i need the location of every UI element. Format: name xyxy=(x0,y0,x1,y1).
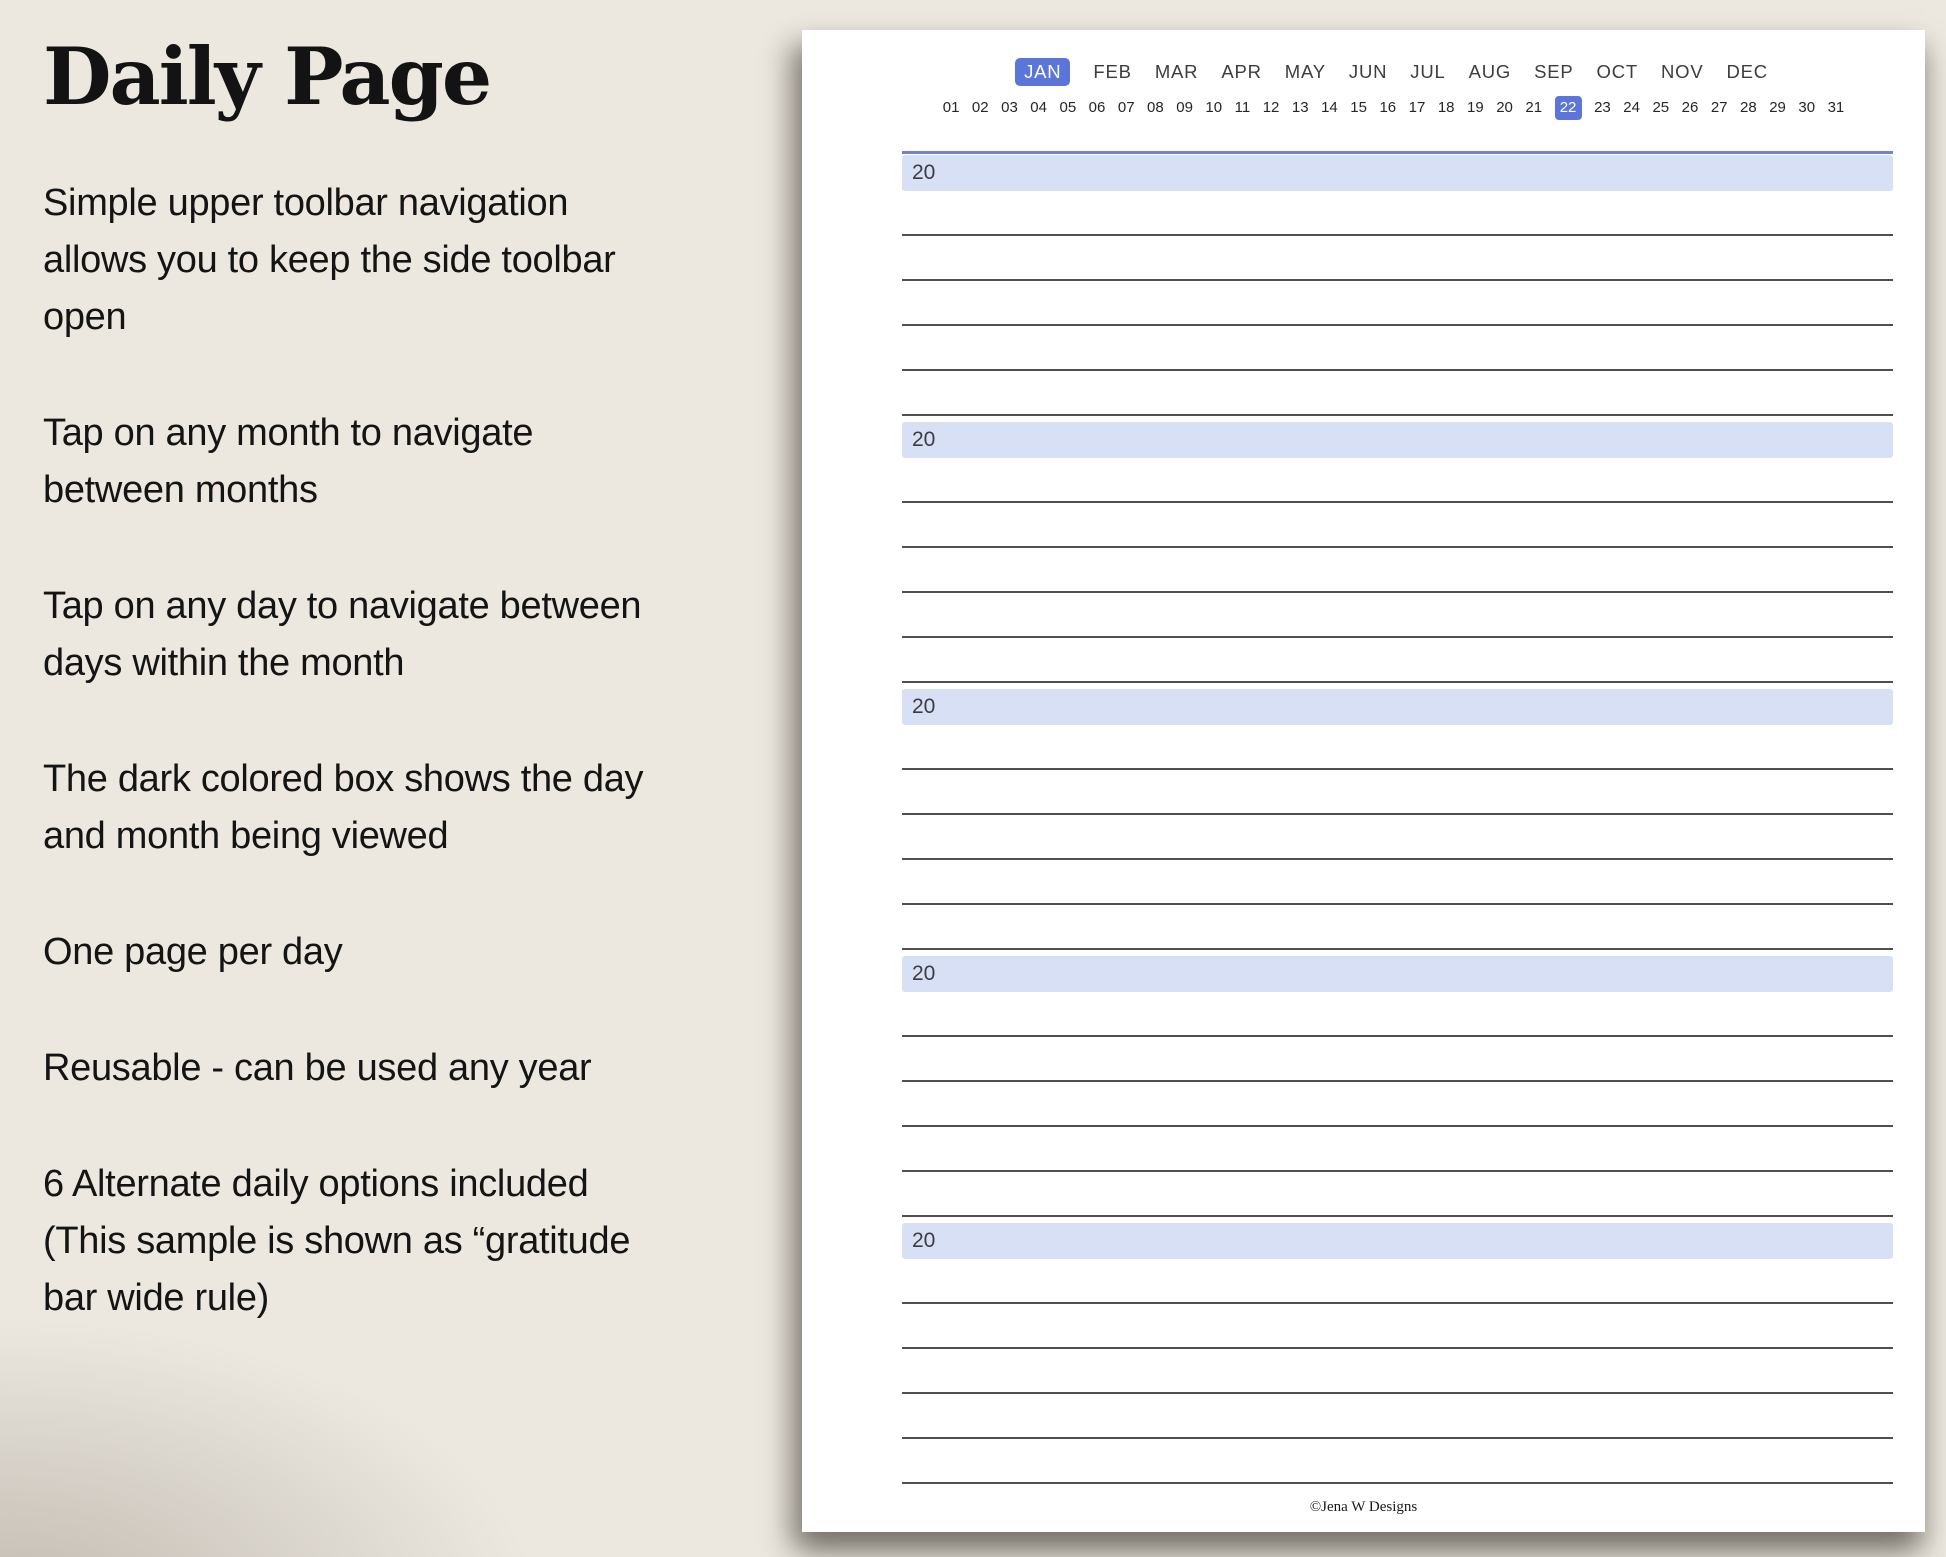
note-line[interactable] xyxy=(902,281,1893,326)
note-line[interactable] xyxy=(902,1259,1893,1304)
day-tab-18[interactable]: 18 xyxy=(1438,95,1455,120)
day-tab-26[interactable]: 26 xyxy=(1682,95,1699,120)
month-tab-apr[interactable]: APR xyxy=(1221,57,1261,86)
day-tab-21[interactable]: 21 xyxy=(1525,95,1542,120)
day-tab-20[interactable]: 20 xyxy=(1496,95,1513,120)
feature-paragraph: Reusable - can be used any year xyxy=(43,1047,592,1089)
note-line[interactable] xyxy=(902,326,1893,371)
daily-entry-section xyxy=(902,689,1893,950)
day-tab-11[interactable]: 11 xyxy=(1235,95,1251,120)
note-line[interactable] xyxy=(902,1172,1893,1217)
day-tab-22[interactable]: 22 xyxy=(1555,96,1582,120)
note-line[interactable] xyxy=(902,548,1893,593)
month-tab-may[interactable]: MAY xyxy=(1285,57,1326,86)
month-tab-oct[interactable]: OCT xyxy=(1597,57,1638,86)
day-tab-25[interactable]: 25 xyxy=(1652,95,1669,120)
year-prefix-label: 20 xyxy=(912,695,936,718)
feature-paragraph: Tap on any day to navigate between days within the month xyxy=(43,585,642,684)
year-prefix-label: 20 xyxy=(912,161,936,184)
note-line[interactable] xyxy=(902,236,1893,281)
day-tab-14[interactable]: 14 xyxy=(1321,95,1338,120)
month-tab-sep[interactable]: SEP xyxy=(1534,57,1573,86)
daily-entry-section xyxy=(902,956,1893,1217)
year-prefix-label: 20 xyxy=(912,428,936,451)
month-tab-jan[interactable]: JAN xyxy=(1015,58,1070,86)
note-line[interactable] xyxy=(902,593,1893,638)
month-tab-feb[interactable]: FEB xyxy=(1093,57,1131,86)
note-line[interactable] xyxy=(902,815,1893,860)
day-tab-13[interactable]: 13 xyxy=(1292,95,1309,120)
day-tab-16[interactable]: 16 xyxy=(1379,95,1396,120)
feature-paragraph: Tap on any month to navigate between months xyxy=(43,412,534,511)
day-tab-12[interactable]: 12 xyxy=(1263,95,1280,120)
month-tab-dec[interactable]: DEC xyxy=(1726,57,1767,86)
daily-entry-content xyxy=(902,151,1893,1490)
month-tab-nov[interactable]: NOV xyxy=(1661,57,1704,86)
day-tab-01[interactable]: 01 xyxy=(943,95,960,120)
year-prefix-label: 20 xyxy=(912,1229,936,1252)
day-tab-04[interactable]: 04 xyxy=(1030,95,1047,120)
note-line[interactable] xyxy=(902,371,1893,416)
note-line[interactable] xyxy=(902,905,1893,950)
feature-paragraph-list xyxy=(43,175,762,1327)
day-tab-31[interactable]: 31 xyxy=(1828,95,1845,120)
day-nav xyxy=(832,95,1946,120)
feature-paragraph: 6 Alternate daily options included (This sample is shown as “gratitude bar wide rule) xyxy=(43,1163,631,1319)
month-nav xyxy=(830,57,1946,86)
note-line[interactable] xyxy=(902,1439,1893,1484)
note-line[interactable] xyxy=(902,1082,1893,1127)
day-tab-09[interactable]: 09 xyxy=(1176,95,1193,120)
note-line[interactable] xyxy=(902,725,1893,770)
year-entry-bar[interactable] xyxy=(902,422,1893,458)
day-tab-15[interactable]: 15 xyxy=(1350,95,1367,120)
year-prefix-label: 20 xyxy=(912,962,936,985)
day-tab-06[interactable]: 06 xyxy=(1089,95,1106,120)
year-entry-bar[interactable] xyxy=(902,1223,1893,1259)
note-line[interactable] xyxy=(902,1394,1893,1439)
day-tab-28[interactable]: 28 xyxy=(1740,95,1757,120)
note-line[interactable] xyxy=(902,770,1893,815)
day-tab-10[interactable]: 10 xyxy=(1205,95,1222,120)
note-line[interactable] xyxy=(902,638,1893,683)
month-tab-mar[interactable]: MAR xyxy=(1155,57,1199,86)
day-tab-30[interactable]: 30 xyxy=(1798,95,1815,120)
day-tab-17[interactable]: 17 xyxy=(1409,95,1426,120)
feature-paragraph: The dark colored box shows the day and month being viewed xyxy=(43,758,644,857)
month-tab-jun[interactable]: JUN xyxy=(1349,57,1387,86)
note-line[interactable] xyxy=(902,860,1893,905)
daily-entry-section xyxy=(902,1223,1893,1484)
day-tab-24[interactable]: 24 xyxy=(1623,95,1640,120)
note-line[interactable] xyxy=(902,1349,1893,1394)
note-line[interactable] xyxy=(902,1304,1893,1349)
planner-page xyxy=(802,30,1925,1532)
note-line[interactable] xyxy=(902,1037,1893,1082)
year-entry-bar[interactable] xyxy=(902,956,1893,992)
day-tab-03[interactable]: 03 xyxy=(1001,95,1018,120)
feature-paragraph: One page per day xyxy=(43,931,343,973)
daily-entry-section xyxy=(902,422,1893,683)
daily-entry-section xyxy=(902,151,1893,416)
day-tab-23[interactable]: 23 xyxy=(1594,95,1611,120)
note-line[interactable] xyxy=(902,191,1893,236)
day-tab-05[interactable]: 05 xyxy=(1059,95,1076,120)
page-title: Daily Page xyxy=(43,30,491,123)
month-tab-aug[interactable]: AUG xyxy=(1469,57,1512,86)
day-tab-07[interactable]: 07 xyxy=(1118,95,1135,120)
year-entry-bar[interactable] xyxy=(902,155,1893,191)
day-tab-08[interactable]: 08 xyxy=(1147,95,1164,120)
note-line[interactable] xyxy=(902,1127,1893,1172)
day-tab-02[interactable]: 02 xyxy=(972,95,989,120)
day-tab-27[interactable]: 27 xyxy=(1711,95,1728,120)
note-line[interactable] xyxy=(902,458,1893,503)
day-tab-19[interactable]: 19 xyxy=(1467,95,1484,120)
note-line[interactable] xyxy=(902,992,1893,1037)
description-panel xyxy=(0,0,802,1557)
day-tab-29[interactable]: 29 xyxy=(1769,95,1786,120)
month-tab-jul[interactable]: JUL xyxy=(1410,57,1445,86)
year-entry-bar[interactable] xyxy=(902,689,1893,725)
footer-credit: ©Jena W Designs xyxy=(1309,1499,1418,1515)
note-line[interactable] xyxy=(902,503,1893,548)
feature-paragraph: Simple upper toolbar navigation allows you to keep the side toolbar open xyxy=(43,182,616,338)
